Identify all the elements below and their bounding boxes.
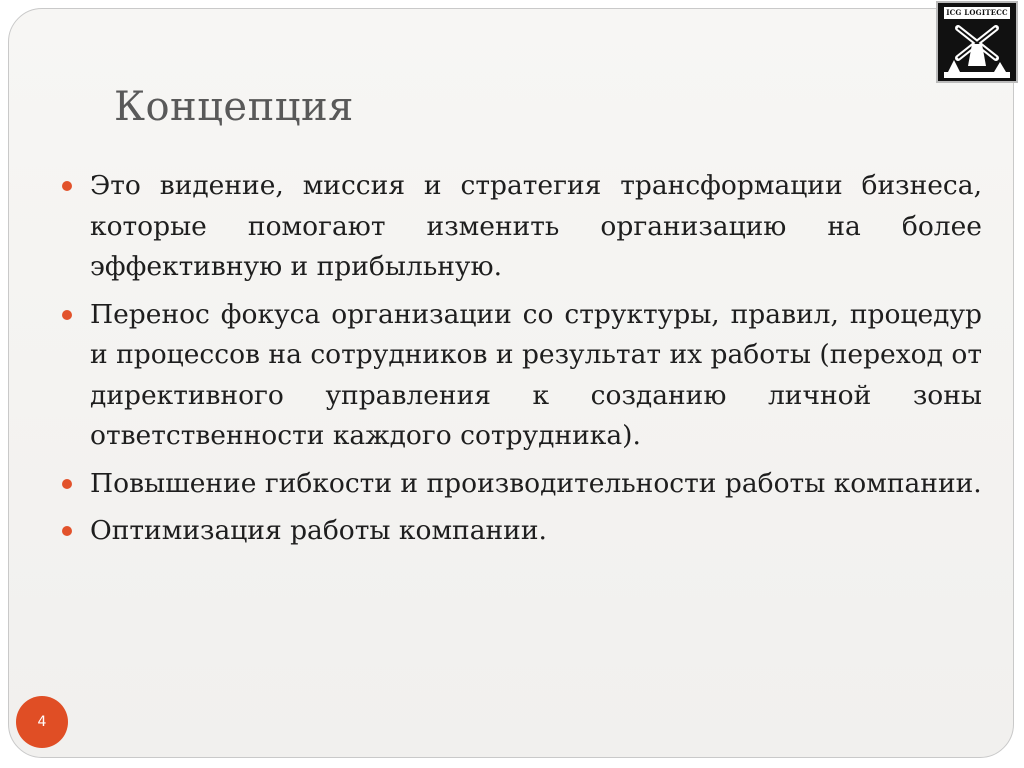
page-number-badge: 4 <box>16 696 68 748</box>
bullet-item <box>62 166 982 288</box>
bullet-dot-icon <box>62 310 72 320</box>
bullet-dot-icon <box>62 479 72 489</box>
bullet-text: Повышение гибкости и производительности работы компании. <box>90 467 982 499</box>
bullet-item <box>62 464 982 505</box>
bullet-item <box>62 511 982 552</box>
bullet-item <box>62 295 982 457</box>
bullet-dot-icon <box>62 181 72 191</box>
slide-title: Концепция <box>114 84 354 130</box>
logo-text: ICG LOGITECC <box>944 7 1010 19</box>
bullet-text: Это видение, миссия и стратегия трансформации бизнеса, которые помогают изменить организацию на более эффективную и прибыльную. <box>90 170 982 282</box>
windmill-icon <box>944 20 1010 78</box>
company-logo <box>936 1 1018 83</box>
bullet-text: Оптимизация работы компании. <box>90 515 547 546</box>
bullet-dot-icon <box>62 526 72 536</box>
bullet-text: Перенос фокуса организации со структуры, правил, процедур и процессов на сотрудников и результат их работы (переход от директивного управления к созданию личной зоны ответственности каждого сотрудника). <box>90 298 982 451</box>
bullet-list <box>62 166 982 559</box>
